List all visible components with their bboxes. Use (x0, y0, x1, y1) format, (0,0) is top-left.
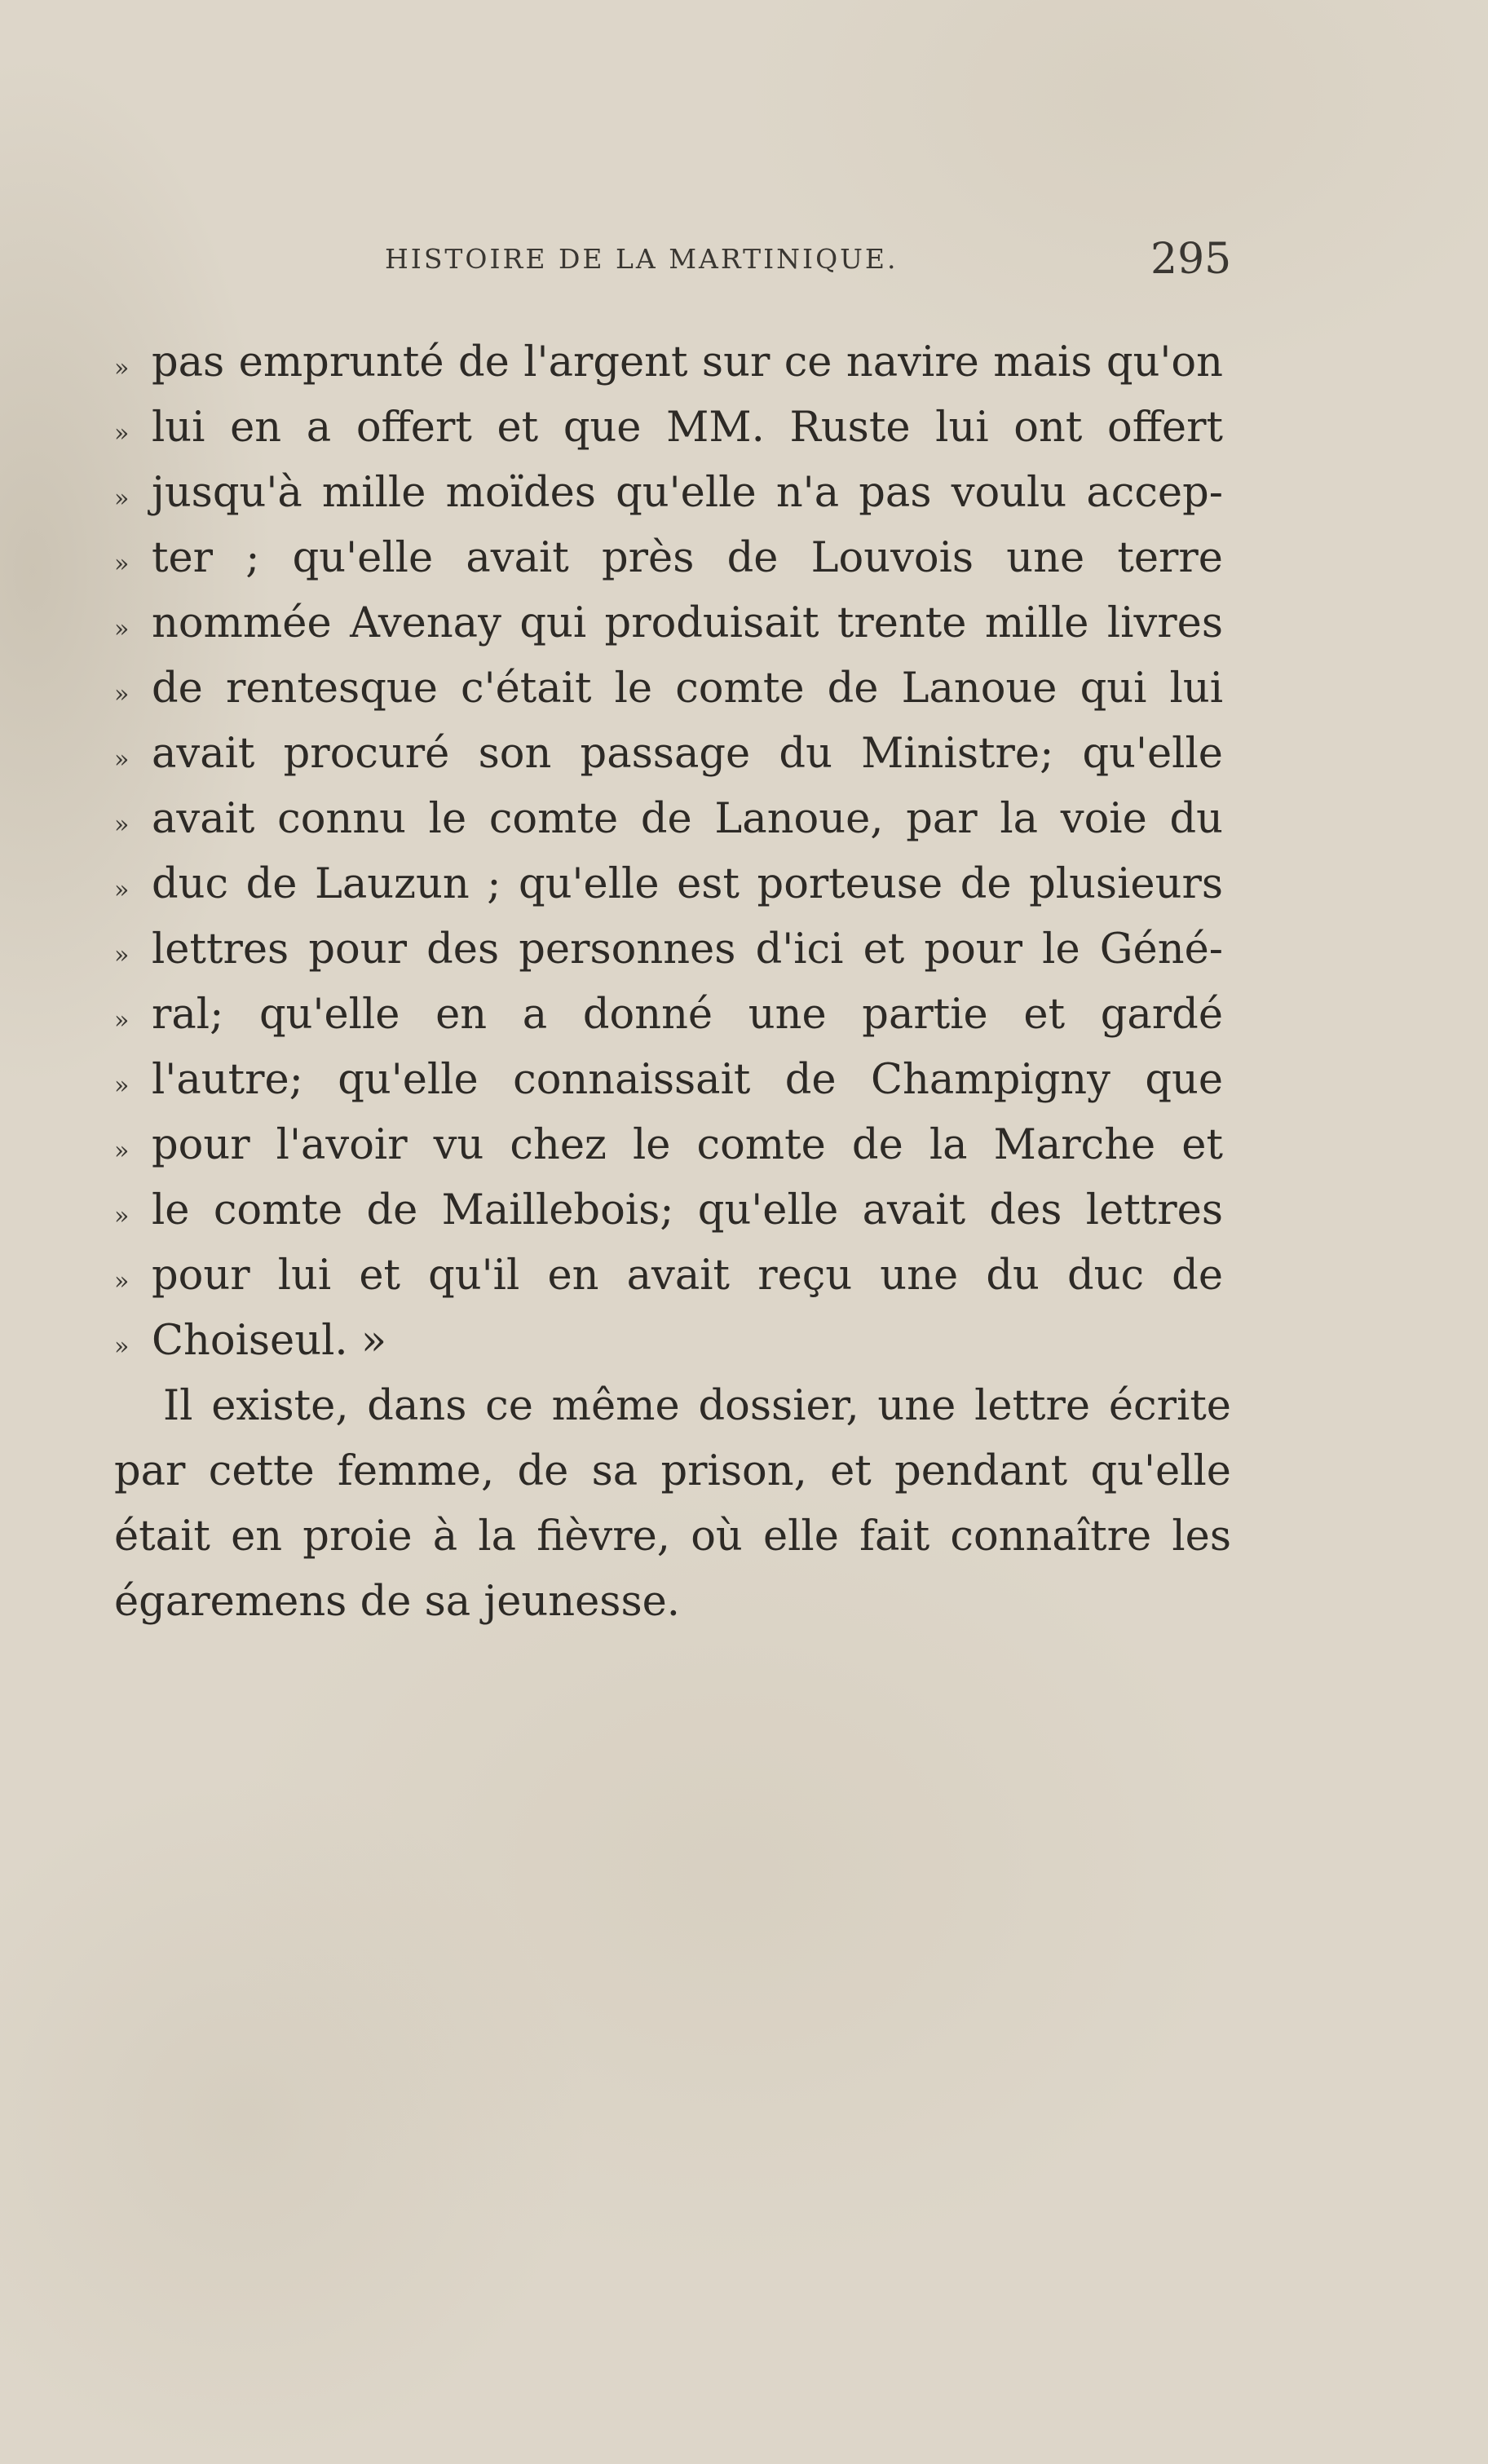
line-text: le comte de Maillebois; qu'elle avait des lettres (152, 1186, 1223, 1234)
line-text: lui en a offert et que MM. Ruste lui ont offert (152, 404, 1223, 452)
quoted-line (114, 1048, 1231, 1113)
paragraph-line (114, 1570, 1231, 1635)
quote-mark: » (114, 1332, 130, 1361)
quote-mark: » (114, 419, 130, 448)
running-head: HISTOIRE DE LA MARTINIQUE. (385, 243, 899, 275)
quote-mark: » (114, 1267, 130, 1296)
line-text: l'autre; qu'elle connaissait de Champigny que (152, 1056, 1223, 1104)
quote-mark: » (114, 745, 130, 774)
line-text: avait procuré son passage du Ministre; qu'elle (152, 730, 1223, 778)
paragraph-line (114, 1374, 1231, 1439)
line-text: nommée Avenay qui produisait trente mille livres (152, 599, 1223, 647)
quoted-line (114, 461, 1231, 526)
quoted-line (114, 526, 1231, 591)
quote-mark: » (114, 484, 130, 513)
line-text: égaremens de sa jeunesse. (114, 1578, 681, 1626)
quoted-line (114, 1178, 1231, 1243)
line-text: jusqu'à mille moïdes qu'elle n'a pas voulu accep- (152, 469, 1223, 517)
quoted-line (114, 591, 1231, 656)
line-text: par cette femme, de sa prison, et pendant qu'elle (114, 1447, 1231, 1495)
quote-mark: » (114, 354, 130, 382)
quote-mark: » (114, 680, 130, 709)
line-text: pour l'avoir vu chez le comte de la Marche et (152, 1121, 1223, 1169)
line-text: pas emprunté de l'argent sur ce navire mais qu'on (152, 338, 1223, 386)
paragraph-line (114, 1439, 1231, 1504)
quote-mark: » (114, 810, 130, 839)
line-text: de rentesque c'était le comte de Lanoue qui lui (152, 665, 1223, 713)
quoted-line (114, 656, 1231, 722)
line-text: lettres pour des personnes d'ici et pour le Géné- (152, 925, 1223, 974)
line-text: avait connu le comte de Lanoue, par la voie du (152, 795, 1223, 843)
quoted-line (114, 1243, 1231, 1309)
line-text: ral; qu'elle en a donné une partie et gardé (152, 991, 1223, 1039)
paragraph-line (114, 1504, 1231, 1570)
quoted-line (114, 983, 1231, 1048)
quoted-line (114, 787, 1231, 852)
page-number: 295 (1150, 235, 1232, 284)
quoted-line (114, 722, 1231, 787)
quoted-line (114, 330, 1231, 395)
quoted-line (114, 917, 1231, 983)
body-text (114, 330, 1231, 1635)
quoted-line (114, 1309, 1231, 1374)
line-text: pour lui et qu'il en avait reçu une du duc de (152, 1252, 1223, 1300)
quote-mark: » (114, 1071, 130, 1100)
line-text: Choiseul. » (152, 1317, 387, 1365)
quote-mark: » (114, 550, 130, 578)
line-text: duc de Lauzun ; qu'elle est porteuse de plusieurs (152, 860, 1223, 908)
quoted-line (114, 395, 1231, 461)
line-text: ter ; qu'elle avait près de Louvois une terre (152, 534, 1223, 582)
line-text: Il existe, dans ce même dossier, une lettre écrite (163, 1382, 1231, 1430)
quote-mark: » (114, 1006, 130, 1035)
quote-mark: » (114, 876, 130, 904)
quote-mark: » (114, 1202, 130, 1230)
quoted-line (114, 852, 1231, 917)
quote-mark: » (114, 1137, 130, 1165)
quoted-line (114, 1113, 1231, 1178)
quote-mark: » (114, 941, 130, 969)
line-text: était en proie à la fièvre, où elle fait connaître les (114, 1512, 1231, 1561)
quote-mark: » (114, 615, 130, 643)
